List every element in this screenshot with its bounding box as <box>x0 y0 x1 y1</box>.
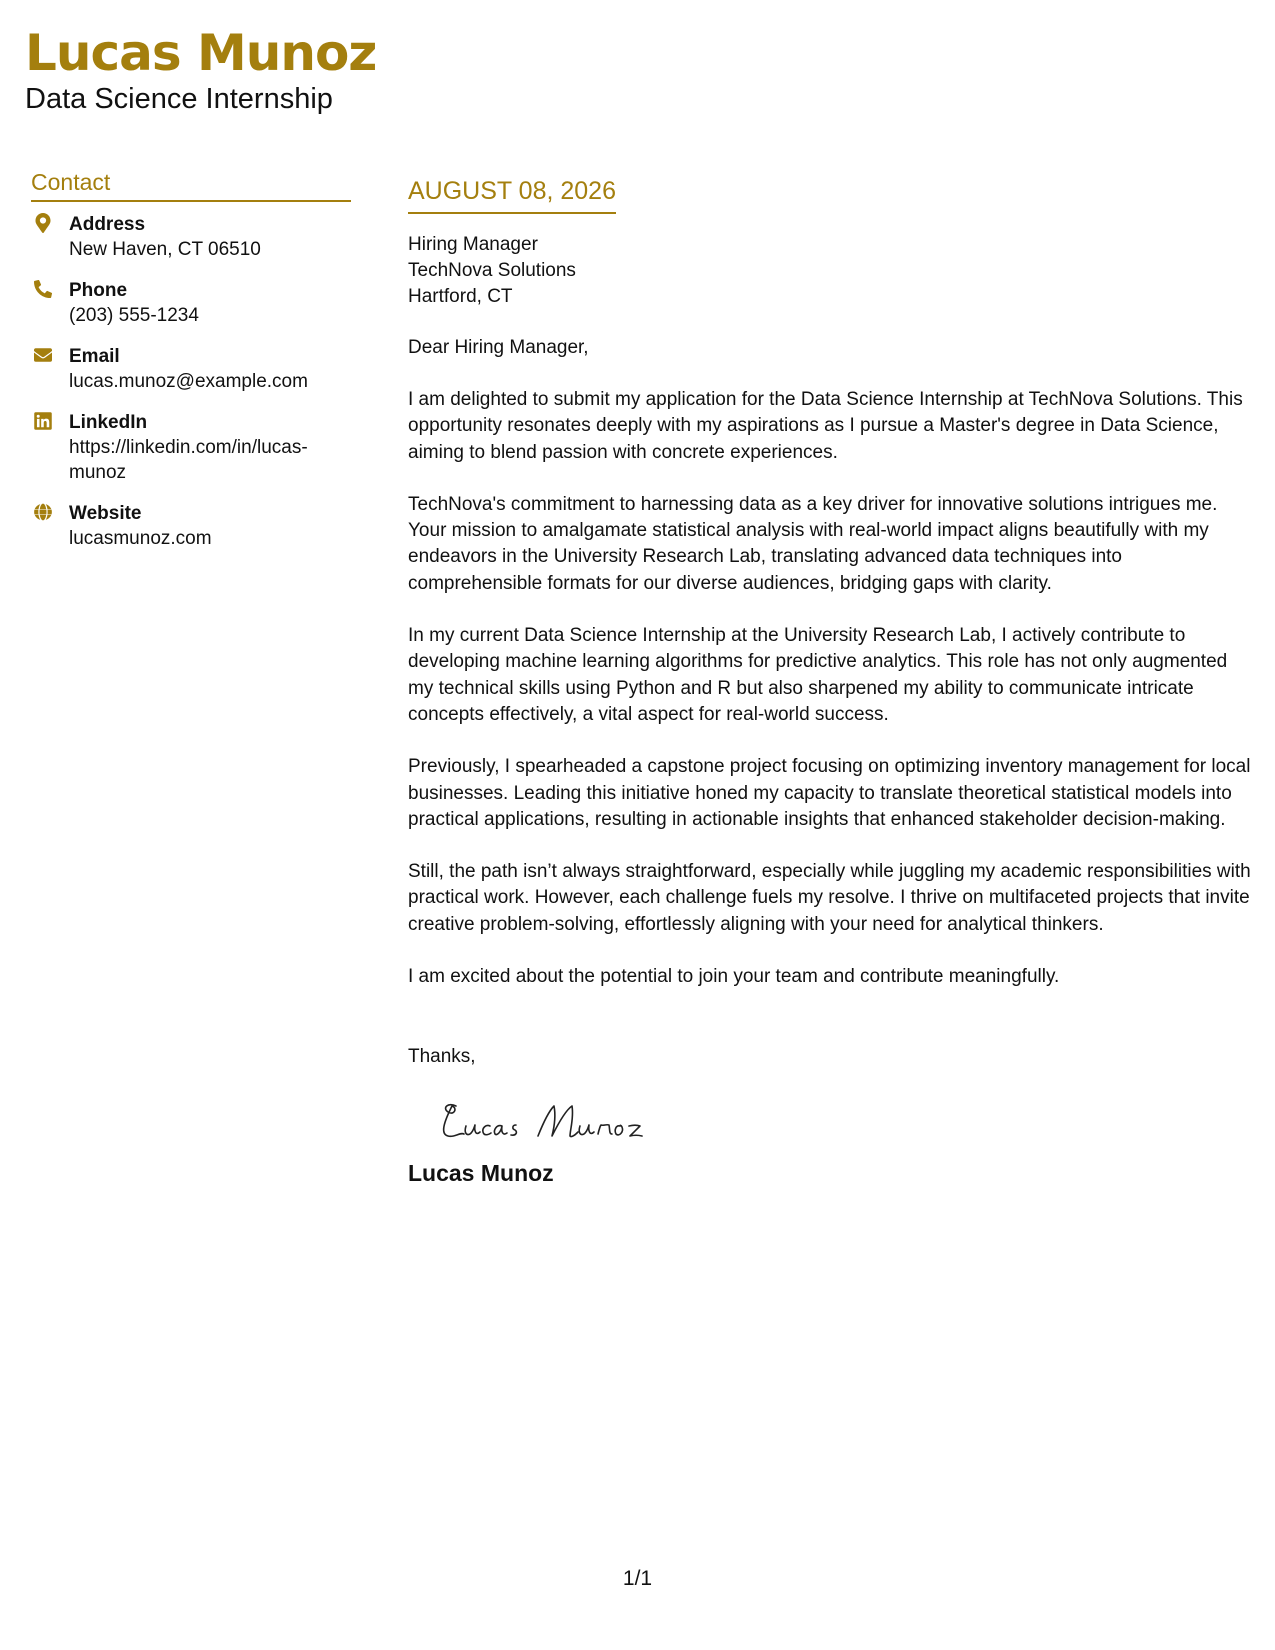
address-value: New Haven, CT 06510 <box>69 239 261 260</box>
paragraph: Still, the path isn’t always straightforward, especially while juggling my academic responsibilities with practical work. However, each challenge fuels my resolve. I thrive on multifaceted projects that invite creative problem-solving, effortlessly aligning with your need for analytical thinkers. <box>408 861 1251 935</box>
paragraph: I am excited about the potential to join your team and contribute meaningfully. <box>408 966 1060 988</box>
contact-label: Website <box>69 503 142 524</box>
contact-item-phone <box>31 278 351 328</box>
salutation: Dear Hiring Manager, <box>408 337 589 358</box>
contact-item-website <box>31 501 351 551</box>
contact-label: Email <box>69 346 120 367</box>
paragraph: Previously, I spearheaded a capstone project focusing on optimizing inventory management for local businesses. Leading this initiative honed my capacity to translate theoretical statistical models into practical applications, resulting in actionable insights that enhanced stakeholder decision-making. <box>408 756 1251 830</box>
contact-heading: Contact <box>31 168 351 202</box>
handwritten-signature <box>434 1092 654 1148</box>
paragraph: In my current Data Science Internship at the University Research Lab, I actively contribute to developing machine learning algorithms for predictive analytics. This role has not only augmented my technical skills using Python and R but also sharpened my ability to communicate intricate concepts effectively, a vital aspect for real-world success. <box>408 625 1228 725</box>
website-link[interactable]: lucasmunoz.com <box>69 528 212 549</box>
letter-body <box>408 174 1253 1188</box>
recipient-title: Hiring Manager <box>408 234 538 255</box>
contact-item-email <box>31 344 351 394</box>
signature-image <box>434 1092 654 1148</box>
position-title: Data Science Internship <box>25 83 333 115</box>
contact-sidebar <box>31 168 351 567</box>
paragraph: I am delighted to submit my application for the Data Science Internship at TechNova Solutions. This opportunity resonates deeply with my aspirations as I pursue a Master's degree in Data Science, aiming to blend passion with concrete experiences. <box>408 389 1243 463</box>
paragraph: TechNova's commitment to harnessing data as a key driver for innovative solutions intrigues me. Your mission to amalgamate statistical analysis with real-world impact aligns beautifully with my endeavors in the University Research Lab, translating advanced data techniques into comprehensible formats for our diverse audiences, bridging gaps with clarity. <box>408 493 1218 594</box>
contact-label: LinkedIn <box>69 412 148 433</box>
linkedin-icon <box>31 411 55 435</box>
globe-icon <box>31 502 55 526</box>
contact-label: Address <box>69 214 146 235</box>
map-pin-icon <box>31 213 55 237</box>
recipient-company: TechNova Solutions <box>408 260 576 281</box>
phone-value[interactable]: (203) 555-1234 <box>69 305 199 326</box>
page-number: 1/1 <box>622 1567 653 1590</box>
closing: Thanks, <box>408 1046 476 1068</box>
letter-date: AUGUST 08, 2026 <box>408 174 616 214</box>
letter-header <box>25 22 376 116</box>
contact-label: Phone <box>69 280 128 301</box>
recipient-location: Hartford, CT <box>408 286 513 307</box>
contact-item-address <box>31 212 351 262</box>
linkedin-link[interactable]: https://linkedin.com/in/lucas-munoz <box>69 437 308 483</box>
envelope-icon <box>31 345 55 369</box>
email-link[interactable]: lucas.munoz@example.com <box>69 371 308 392</box>
recipient-block <box>408 232 1253 310</box>
contact-item-linkedin <box>31 410 351 485</box>
phone-icon <box>31 279 55 303</box>
applicant-name: Lucas Munoz <box>25 24 377 82</box>
signer-name: Lucas Munoz <box>408 1160 554 1187</box>
